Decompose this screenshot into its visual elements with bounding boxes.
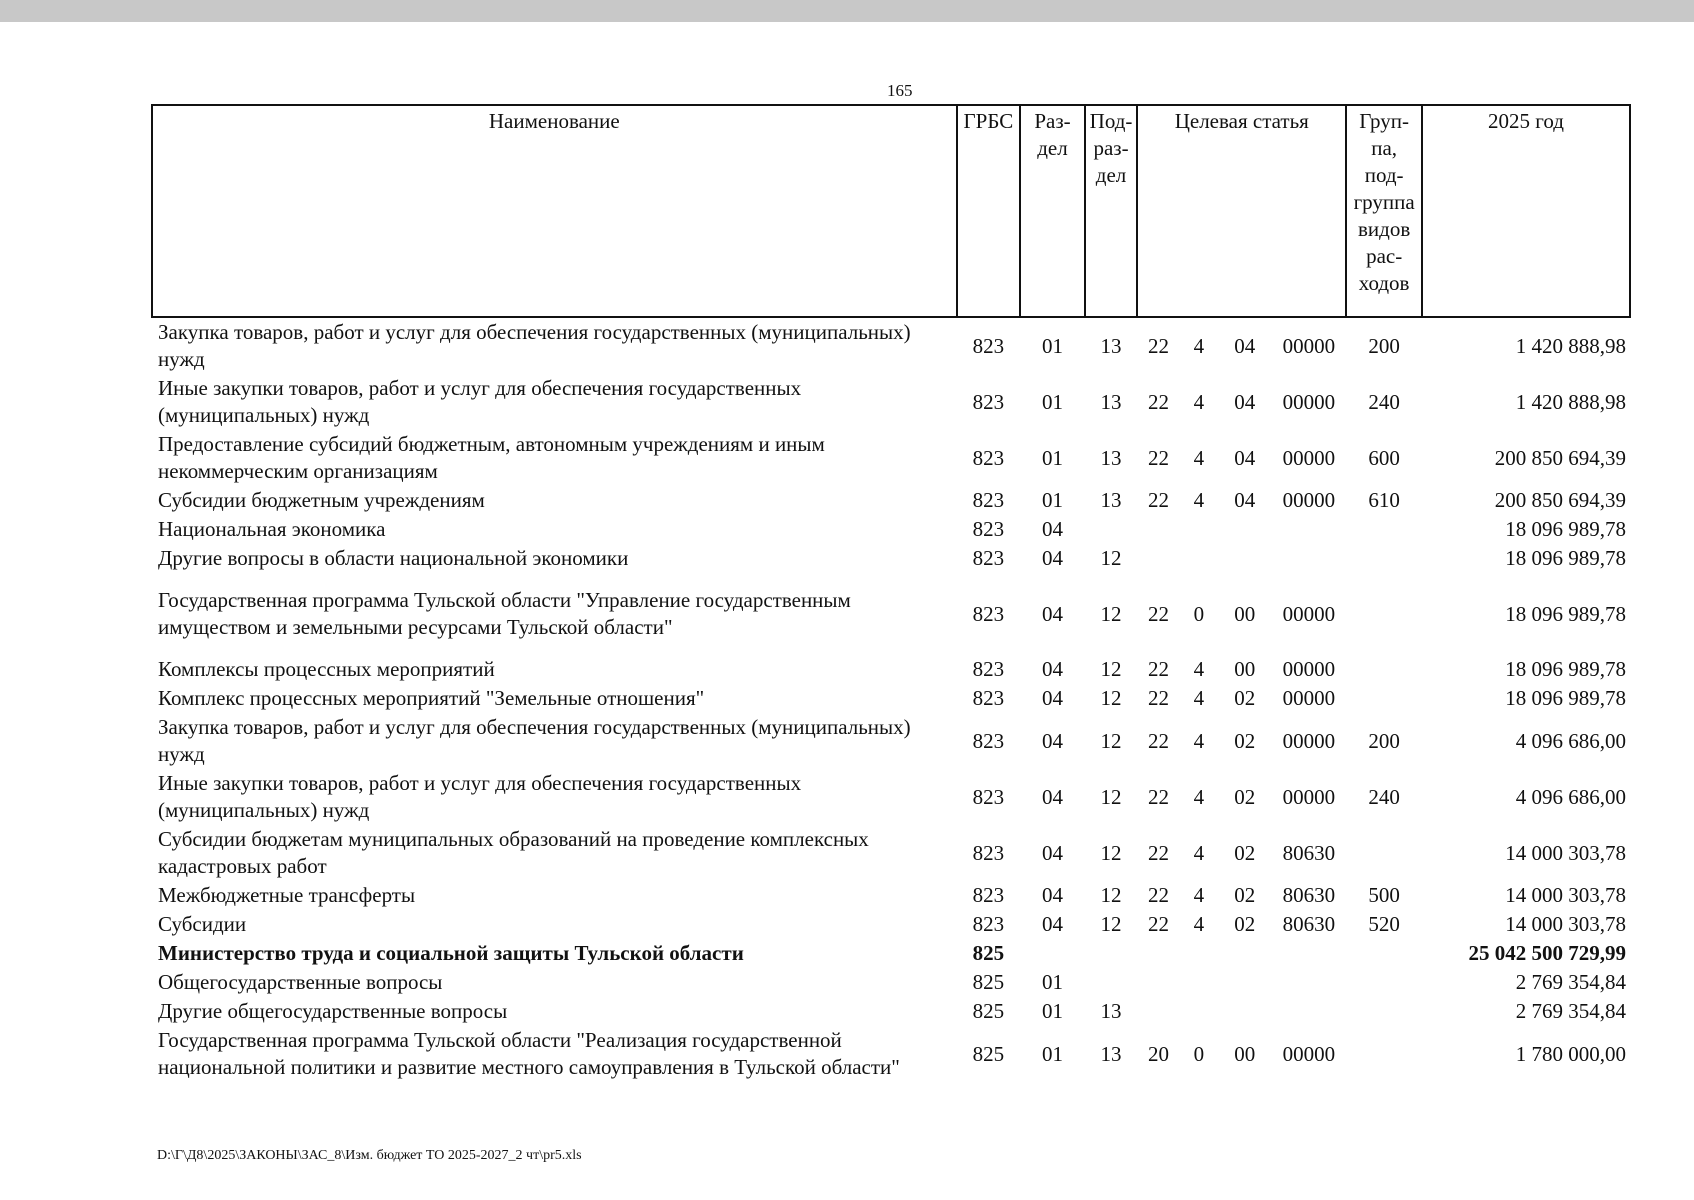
budget-table xyxy=(151,104,1631,1082)
amount-2025-cell: 200 850 694,39 xyxy=(1494,488,1626,512)
target-direction-cell xyxy=(1272,968,1347,997)
expense-group-cell xyxy=(1346,655,1422,684)
scan-top-border xyxy=(0,0,1694,22)
razdel-cell xyxy=(1020,939,1085,968)
razdel-cell: 01 xyxy=(1041,999,1063,1023)
target-direction-cell: 00000 xyxy=(1282,657,1336,681)
target-program-cell: 22 xyxy=(1147,445,1169,470)
table-row xyxy=(152,430,1630,486)
target-program-cell: 22 xyxy=(1147,840,1169,865)
target-program-cell: 20 xyxy=(1147,1041,1169,1066)
target-direction-cell: 00000 xyxy=(1282,728,1336,753)
amount-2025-cell: 18 096 989,78 xyxy=(1505,686,1626,710)
table-row xyxy=(152,939,1630,968)
target-subprogram-cell: 04 xyxy=(1234,389,1256,414)
header-year-2025: 2025 год xyxy=(1422,105,1630,317)
target-type-cell xyxy=(1180,939,1218,968)
grbs-cell: 823 xyxy=(972,883,1005,907)
razdel-cell: 04 xyxy=(1041,686,1063,710)
table-row xyxy=(152,486,1630,515)
podrazdel-cell: 12 xyxy=(1100,883,1122,907)
table-row xyxy=(152,317,1630,374)
name-cell: Межбюджетные трансферты xyxy=(158,883,416,907)
target-program-cell xyxy=(1137,515,1179,544)
header-target-article: Целевая статья xyxy=(1137,105,1346,317)
podrazdel-cell xyxy=(1085,515,1137,544)
target-type-cell: 4 xyxy=(1193,912,1205,936)
amount-2025-cell: 18 096 989,78 xyxy=(1505,517,1626,541)
razdel-cell: 04 xyxy=(1041,657,1063,681)
table-row xyxy=(152,544,1630,573)
amount-2025-cell: 2 769 354,84 xyxy=(1515,999,1626,1023)
grbs-cell: 823 xyxy=(972,601,1005,626)
target-subprogram-cell: 02 xyxy=(1234,686,1256,710)
table-row xyxy=(152,968,1630,997)
target-direction-cell: 80630 xyxy=(1282,883,1336,907)
razdel-cell: 01 xyxy=(1041,1041,1063,1066)
name-cell: Субсидии xyxy=(158,912,247,936)
table-row xyxy=(152,573,1630,655)
target-subprogram-cell xyxy=(1218,997,1272,1026)
header-grbs: ГРБС xyxy=(957,105,1021,317)
page-number: 165 xyxy=(887,81,913,100)
target-subprogram-cell: 00 xyxy=(1234,1041,1256,1066)
target-type-cell xyxy=(1180,544,1218,573)
expense-group-cell: 240 xyxy=(1368,784,1400,809)
podrazdel-cell: 13 xyxy=(1100,1041,1122,1066)
target-type-cell: 4 xyxy=(1193,389,1205,414)
target-program-cell xyxy=(1137,544,1179,573)
header-expense-group: Груп- па, под- группа видов рас- ходов xyxy=(1346,105,1422,317)
expense-group-cell xyxy=(1346,997,1422,1026)
target-program-cell: 22 xyxy=(1147,488,1169,512)
header-razdel: Раз- дел xyxy=(1020,105,1085,317)
expense-group-cell xyxy=(1346,1026,1422,1082)
grbs-cell: 825 xyxy=(972,941,1005,965)
target-type-cell xyxy=(1180,997,1218,1026)
target-program-cell: 22 xyxy=(1147,389,1169,414)
table-header-row xyxy=(152,105,1630,317)
expense-group-cell: 610 xyxy=(1368,488,1400,512)
podrazdel-cell: 13 xyxy=(1100,488,1122,512)
razdel-cell: 04 xyxy=(1041,784,1063,809)
expense-group-cell xyxy=(1346,573,1422,655)
table-row xyxy=(152,881,1630,910)
podrazdel-cell: 13 xyxy=(1100,333,1122,358)
grbs-cell: 825 xyxy=(972,1041,1005,1066)
grbs-cell: 823 xyxy=(972,389,1005,414)
header-podrazdel: Под- раз- дел xyxy=(1085,105,1137,317)
grbs-cell: 823 xyxy=(972,517,1005,541)
razdel-cell: 01 xyxy=(1041,488,1063,512)
target-direction-cell: 80630 xyxy=(1282,840,1336,865)
expense-group-cell xyxy=(1346,968,1422,997)
podrazdel-cell: 13 xyxy=(1100,445,1122,470)
amount-2025-cell: 25 042 500 729,99 xyxy=(1468,941,1626,965)
table-row xyxy=(152,374,1630,430)
target-program-cell xyxy=(1137,997,1179,1026)
target-subprogram-cell: 02 xyxy=(1234,784,1256,809)
target-program-cell: 22 xyxy=(1147,333,1169,358)
target-subprogram-cell xyxy=(1218,515,1272,544)
name-cell: Закупка товаров, работ и услуг для обеспечения государственных (муниципальных) нужд xyxy=(158,320,911,371)
target-program-cell xyxy=(1137,968,1179,997)
name-cell: Другие общегосударственные вопросы xyxy=(158,999,508,1023)
target-direction-cell: 00000 xyxy=(1282,784,1336,809)
table-row xyxy=(152,910,1630,939)
table-row xyxy=(152,769,1630,825)
target-program-cell: 22 xyxy=(1147,686,1169,710)
expense-group-cell: 200 xyxy=(1368,728,1400,753)
podrazdel-cell: 12 xyxy=(1100,546,1122,570)
expense-group-cell xyxy=(1346,939,1422,968)
amount-2025-cell: 1 420 888,98 xyxy=(1515,389,1626,414)
target-direction-cell xyxy=(1272,515,1347,544)
podrazdel-cell: 12 xyxy=(1100,686,1122,710)
razdel-cell: 04 xyxy=(1041,546,1063,570)
grbs-cell: 825 xyxy=(972,970,1005,994)
table-row xyxy=(152,1026,1630,1082)
grbs-cell: 823 xyxy=(972,657,1005,681)
amount-2025-cell: 1 780 000,00 xyxy=(1515,1041,1626,1066)
table-row xyxy=(152,515,1630,544)
razdel-cell: 01 xyxy=(1041,389,1063,414)
target-subprogram-cell: 04 xyxy=(1234,488,1256,512)
grbs-cell: 823 xyxy=(972,912,1005,936)
amount-2025-cell: 18 096 989,78 xyxy=(1505,601,1626,626)
grbs-cell: 823 xyxy=(972,333,1005,358)
target-type-cell xyxy=(1180,968,1218,997)
table-row xyxy=(152,825,1630,881)
header-name: Наименование xyxy=(152,105,957,317)
name-cell: Министерство труда и социальной защиты Тульской области xyxy=(158,941,744,965)
target-direction-cell xyxy=(1272,544,1347,573)
name-cell: Субсидии бюджетным учреждениям xyxy=(158,488,485,512)
amount-2025-cell: 14 000 303,78 xyxy=(1505,840,1626,865)
target-program-cell: 22 xyxy=(1147,601,1169,626)
target-direction-cell: 00000 xyxy=(1282,601,1336,626)
expense-group-cell: 600 xyxy=(1368,445,1400,470)
name-cell: Предоставление субсидий бюджетным, автономным учреждениям и иным некоммерческим организациям xyxy=(158,432,825,483)
podrazdel-cell xyxy=(1085,939,1137,968)
table-row xyxy=(152,713,1630,769)
target-program-cell: 22 xyxy=(1147,883,1169,907)
target-subprogram-cell: 02 xyxy=(1234,840,1256,865)
razdel-cell: 01 xyxy=(1041,333,1063,358)
target-direction-cell xyxy=(1272,939,1347,968)
grbs-cell: 823 xyxy=(972,488,1005,512)
target-subprogram-cell: 02 xyxy=(1234,912,1256,936)
target-direction-cell: 00000 xyxy=(1282,488,1336,512)
amount-2025-cell: 200 850 694,39 xyxy=(1494,445,1626,470)
target-direction-cell: 80630 xyxy=(1282,912,1336,936)
razdel-cell: 04 xyxy=(1041,912,1063,936)
target-subprogram-cell: 02 xyxy=(1234,883,1256,907)
name-cell: Комплексы процессных мероприятий xyxy=(158,657,495,681)
podrazdel-cell xyxy=(1085,968,1137,997)
target-direction-cell: 00000 xyxy=(1282,389,1336,414)
target-subprogram-cell: 00 xyxy=(1234,657,1256,681)
target-type-cell: 4 xyxy=(1193,445,1205,470)
razdel-cell: 04 xyxy=(1041,728,1063,753)
podrazdel-cell: 12 xyxy=(1100,657,1122,681)
footer-file-path: D:\Г\Д8\2025\ЗАКОНЫ\ЗАС_8\Изм. бюджет ТО 2025-2027_2 чт\pr5.xls xyxy=(157,1148,582,1163)
target-direction-cell xyxy=(1272,997,1347,1026)
razdel-cell: 01 xyxy=(1041,970,1063,994)
expense-group-cell: 240 xyxy=(1368,389,1400,414)
target-type-cell: 0 xyxy=(1193,1041,1205,1066)
name-cell: Иные закупки товаров, работ и услуг для обеспечения государственных (муниципальных) нужд xyxy=(158,771,802,822)
target-type-cell: 4 xyxy=(1193,488,1205,512)
target-type-cell: 4 xyxy=(1193,333,1205,358)
name-cell: Комплекс процессных мероприятий "Земельные отношения" xyxy=(158,686,705,710)
grbs-cell: 823 xyxy=(972,546,1005,570)
target-type-cell: 4 xyxy=(1193,686,1205,710)
name-cell: Закупка товаров, работ и услуг для обеспечения государственных (муниципальных) нужд xyxy=(158,715,911,766)
podrazdel-cell: 13 xyxy=(1100,389,1122,414)
target-subprogram-cell: 02 xyxy=(1234,728,1256,753)
grbs-cell: 823 xyxy=(972,784,1005,809)
name-cell: Субсидии бюджетам муниципальных образований на проведение комплексных кадастровых работ xyxy=(158,827,869,878)
podrazdel-cell: 12 xyxy=(1100,784,1122,809)
target-type-cell xyxy=(1180,515,1218,544)
podrazdel-cell: 12 xyxy=(1100,912,1122,936)
podrazdel-cell: 12 xyxy=(1100,601,1122,626)
expense-group-cell xyxy=(1346,544,1422,573)
target-type-cell: 4 xyxy=(1193,657,1205,681)
name-cell: Государственная программа Тульской области "Управление государственным имуществом и земельными ресурсами Тульской области" xyxy=(158,588,851,639)
target-program-cell xyxy=(1137,939,1179,968)
razdel-cell: 04 xyxy=(1041,601,1063,626)
table-row xyxy=(152,684,1630,713)
grbs-cell: 823 xyxy=(972,840,1005,865)
amount-2025-cell: 2 769 354,84 xyxy=(1515,970,1626,994)
podrazdel-cell: 12 xyxy=(1100,840,1122,865)
expense-group-cell xyxy=(1346,684,1422,713)
target-subprogram-cell: 04 xyxy=(1234,333,1256,358)
podrazdel-cell: 12 xyxy=(1100,728,1122,753)
razdel-cell: 01 xyxy=(1041,445,1063,470)
target-type-cell: 0 xyxy=(1193,601,1205,626)
amount-2025-cell: 4 096 686,00 xyxy=(1515,728,1626,753)
grbs-cell: 823 xyxy=(972,686,1005,710)
expense-group-cell: 500 xyxy=(1368,883,1400,907)
target-subprogram-cell: 00 xyxy=(1234,601,1256,626)
target-program-cell: 22 xyxy=(1147,728,1169,753)
target-direction-cell: 00000 xyxy=(1282,333,1336,358)
amount-2025-cell: 18 096 989,78 xyxy=(1505,657,1626,681)
target-direction-cell: 00000 xyxy=(1282,1041,1336,1066)
razdel-cell: 04 xyxy=(1041,883,1063,907)
target-type-cell: 4 xyxy=(1193,728,1205,753)
razdel-cell: 04 xyxy=(1041,517,1063,541)
grbs-cell: 823 xyxy=(972,728,1005,753)
target-subprogram-cell xyxy=(1218,939,1272,968)
target-type-cell: 4 xyxy=(1193,883,1205,907)
amount-2025-cell: 4 096 686,00 xyxy=(1515,784,1626,809)
name-cell: Общегосударственные вопросы xyxy=(158,970,443,994)
target-subprogram-cell: 04 xyxy=(1234,445,1256,470)
name-cell: Иные закупки товаров, работ и услуг для обеспечения государственных (муниципальных) нужд xyxy=(158,376,802,427)
target-program-cell: 22 xyxy=(1147,784,1169,809)
grbs-cell: 823 xyxy=(972,445,1005,470)
target-program-cell: 22 xyxy=(1147,912,1169,936)
expense-group-cell: 520 xyxy=(1368,912,1400,936)
target-program-cell: 22 xyxy=(1147,657,1169,681)
expense-group-cell xyxy=(1346,825,1422,881)
target-type-cell: 4 xyxy=(1193,840,1205,865)
amount-2025-cell: 18 096 989,78 xyxy=(1505,546,1626,570)
name-cell: Государственная программа Тульской области "Реализация государственной национальной политики и развитие местного самоуправления в Тульской области" xyxy=(158,1028,900,1079)
amount-2025-cell: 14 000 303,78 xyxy=(1505,912,1626,936)
expense-group-cell xyxy=(1346,515,1422,544)
target-type-cell: 4 xyxy=(1193,784,1205,809)
name-cell: Другие вопросы в области национальной экономики xyxy=(158,546,629,570)
amount-2025-cell: 14 000 303,78 xyxy=(1505,883,1626,907)
target-subprogram-cell xyxy=(1218,544,1272,573)
grbs-cell: 825 xyxy=(972,999,1005,1023)
podrazdel-cell: 13 xyxy=(1100,999,1122,1023)
table-row xyxy=(152,997,1630,1026)
expense-group-cell: 200 xyxy=(1368,333,1400,358)
target-direction-cell: 00000 xyxy=(1282,686,1336,710)
table-row xyxy=(152,655,1630,684)
target-direction-cell: 00000 xyxy=(1282,445,1336,470)
target-subprogram-cell xyxy=(1218,968,1272,997)
name-cell: Национальная экономика xyxy=(158,517,386,541)
razdel-cell: 04 xyxy=(1041,840,1063,865)
amount-2025-cell: 1 420 888,98 xyxy=(1515,333,1626,358)
